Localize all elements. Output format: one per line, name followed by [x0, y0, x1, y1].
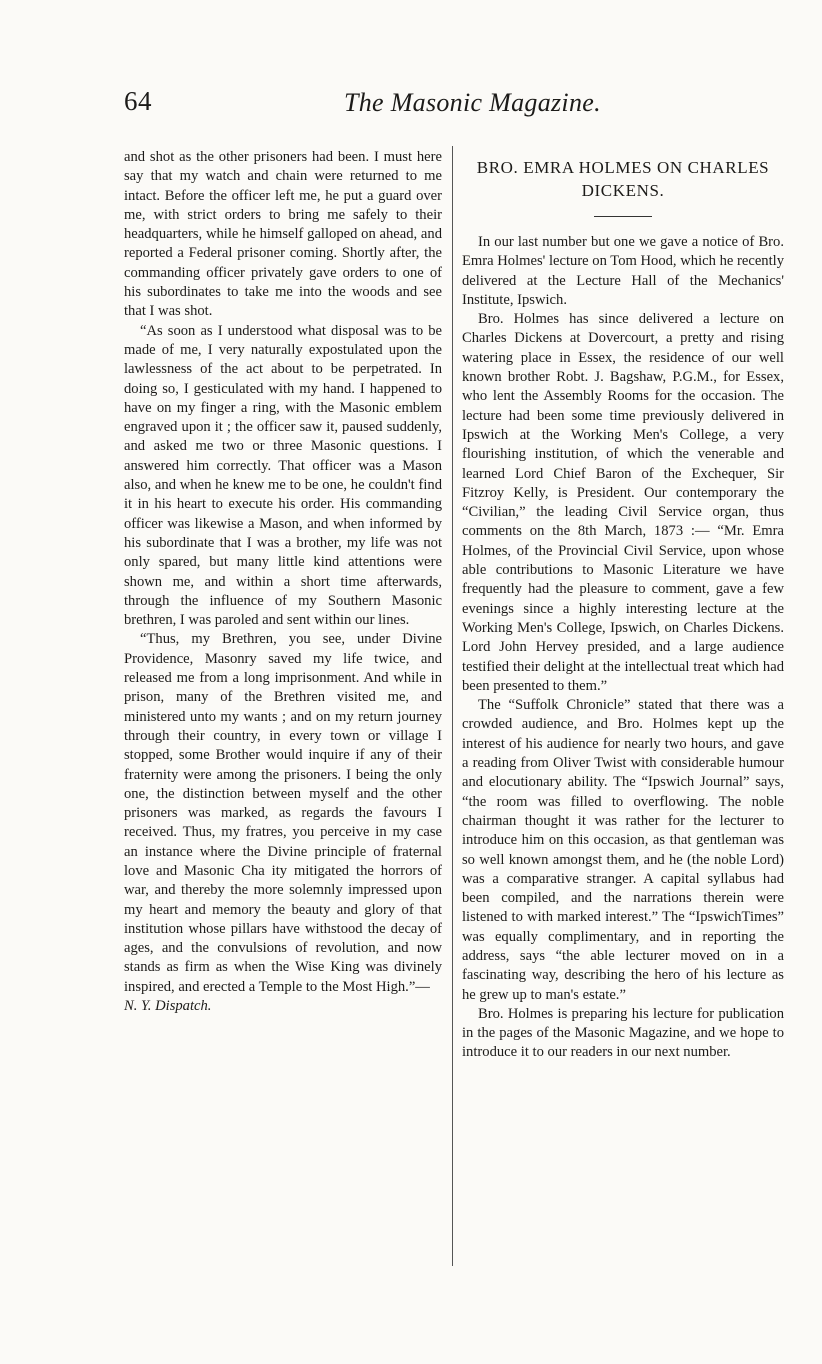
source-signature: N. Y. Dispatch.: [124, 998, 212, 1015]
running-title: The Masonic Magazine.: [344, 88, 601, 117]
right-paragraph-3: The “Suffolk Chronicle” stated that there was a crowded audience, and Bro. Holmes kept up the interest of his audience for nearly two hours, and gave a reading from Oliver Twist with considerable humour and elocutionary ability. The “Ipswich Journal” says, “the room was filled to overflowing. The noble chairman thought it was rather for the lecturer to introduce him on this occasion, as that gentleman was so well known amongst them, and he (the noble Lord) was a comparative stranger. A capital syllabus had been compiled, and the narrations therein were listened to with marked interest.” The “IpswichTimes” was equally complimentary, and in reporting the address, says “the able lecturer moved on in a fascinating way, describing the hero of his lecture as he grew up to man's estate.”: [462, 697, 784, 1003]
right-paragraph-1: In our last number but one we gave a notice of Bro. Emra Holmes' lecture on Tom Hood, which he recently delivered at the Lecture Hall of the Mechanics' Institute, Ipswich.: [462, 234, 784, 308]
page-header: [124, 86, 766, 126]
right-paragraph-4: Bro. Holmes is preparing his lecture for publication in the pages of the Masonic Magazine, and we hope to introduce it to our readers in our next number.: [462, 1005, 784, 1061]
title-rule: [594, 216, 652, 217]
page-number: 64: [124, 86, 152, 116]
right-column: [462, 148, 784, 1063]
left-paragraph-1: and shot as the other prisoners had been. I must here say that my watch and chain were returned to me intact. Before the officer left me, he put a guard over me, with strict orders to bring me safely to their headquarters, while he himself galloped on ahead, and reported a Federal prisoner coming. Shortly after, the commanding officer privately gave orders to one of his subordinates to take me into the woods and see that I was shot.: [124, 149, 442, 320]
left-column: [124, 148, 442, 1016]
left-paragraph-3: “Thus, my Brethren, you see, under Divine Providence, Masonry saved my life twice, and released me from a long imprisonment. And while in prison, many of the Brethren visited me, and ministered unto my wants ; and on my return journey through their country, in every town or village I stopped, some Brother would inquire if any of their fraternity were among the prisoners. I being the only one, the distinction between myself and the other prisoners was marked, as regards the favours I received. Thus, my fratres, you perceive in my case an instance where the Divine principle of fraternal love and Masonic Cha ity mitigated the horrors of war, and thereby the more solemnly impressed upon my heart and memory the beauty and glory of that institution whose pillars have withstood the decay of ages, and the convulsions of revolution, and now stands as firm as when the Wise King was divinely inspired, and erected a Temple to the Most High.”—: [124, 631, 442, 995]
left-paragraph-2: “As soon as I understood what disposal was to be made of me, I very naturally expostulated upon the lawlessness of the act about to be perpetrated. In doing so, I gesticulated with my hand. I happened to have on my finger a ring, with the Masonic emblem engraved upon it ; the officer saw it, paused suddenly, and asked me two or three Masonic questions. I answered him correctly. That officer was a Mason also, and when he knew me to be one, he couldn't find it in his heart to execute his order. His commanding officer was likewise a Mason, and when informed by his subordinate that I was a brother, my life was not only spared, but many little kind attentions were shown me, and within a short time afterwards, through the influence of my Southern Masonic brethren, I was paroled and sent within our lines.: [124, 322, 442, 629]
article-title: BRO. EMRA HOLMES ON CHARLES DICKENS.: [476, 158, 770, 200]
column-divider: [452, 146, 453, 1266]
right-paragraph-2: Bro. Holmes has since delivered a lecture on Charles Dickens at Dovercourt, a pretty and rising watering place in Essex, the residence of our well known brother Robt. J. Bagshaw, P.G.M., for Essex, who lent the Assembly Rooms for the occasion. The lecture had been some time previously delivered in Ipswich at the Working Men's College, a very flourishing institution, of which the venerable and learned Lord Chief Baron of the Exchequer, Sir Fitzroy Kelly, is President. Our contemporary the “Civilian,” the leading Civil Service organ, thus comments on the 8th March, 1873 :— “Mr. Emra Holmes, of the Provincial Civil Service, upon whose able contributions to Masonic Literature we have frequently had the pleasure to comment, gave a few evenings since a highly interesting lecture at the Working Men's College, Ipswich, on Charles Dickens. Lord John Hervey presided, and a large audience testified their delight at the intellectual treat which had been presented to them.”: [462, 311, 784, 694]
